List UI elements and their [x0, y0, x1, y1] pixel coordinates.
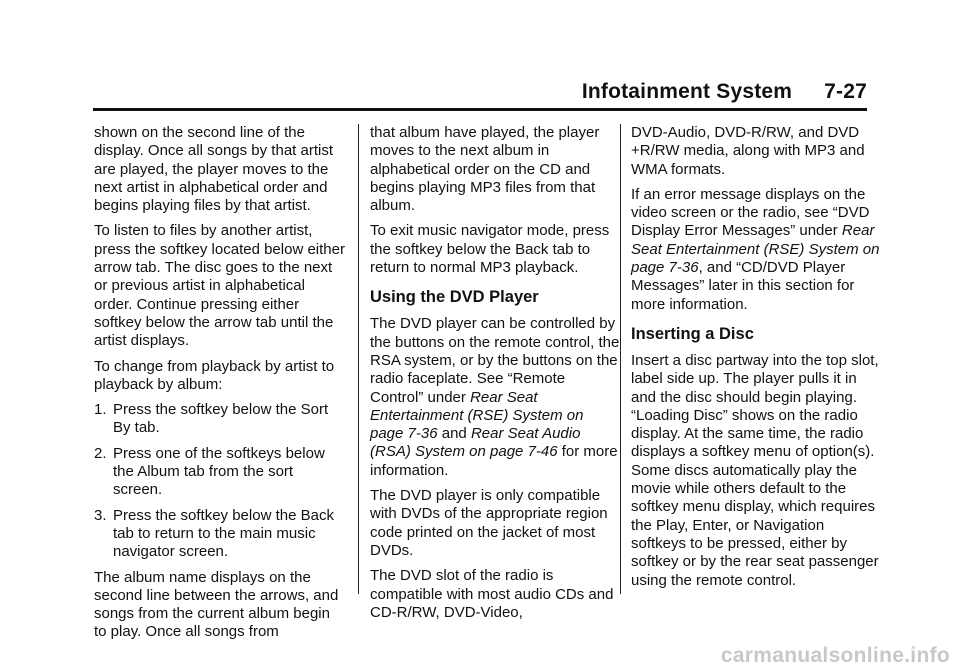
- cross-reference: Rear Seat Entertainment (RSE) System on page 7‑36: [370, 388, 584, 443]
- list-number: 2.: [94, 444, 107, 462]
- column-1: [94, 124, 346, 649]
- paragraph: To change from playback by artist to playback by album:: [94, 357, 335, 393]
- list-text: Press the softkey below the Sort By tab.: [113, 401, 329, 437]
- section-heading: Using the DVD Player: [370, 288, 539, 307]
- watermark: carmanualsonline.info: [720, 644, 950, 667]
- paragraph: The album name displays on the second line between the arrows, and songs from the current album begin to play. Once all songs from: [94, 568, 339, 641]
- paragraph: The DVD slot of the radio is compatible with most audio CDs and CD-R/RW, DVD-Video,: [370, 567, 614, 621]
- list-item: [94, 401, 346, 438]
- list-number: 1.: [94, 401, 107, 419]
- column-3: [631, 124, 881, 597]
- paragraph: DVD-Audio, DVD-R/RW, and DVD +R/RW media, along with MP3 and WMA formats.: [631, 124, 865, 178]
- section-title: Infotainment System: [581, 80, 793, 103]
- paragraph: The DVD player is only compatible with DVDs of the appropriate region code printed on the jacket of most DVDs.: [370, 487, 608, 559]
- header-rule: [93, 108, 867, 111]
- page-header: [582, 80, 867, 104]
- section-heading: Inserting a Disc: [631, 324, 754, 343]
- paragraph: shown on the second line of the display. Once all songs by that artist are played, the player moves to the next artist in alphabetical order and begins playing files by that artist.: [94, 124, 334, 215]
- paragraph: that album have played, the player moves to the next album in alphabetical order on the CD and begins playing MP3 files from that album.: [370, 124, 600, 215]
- paragraph: [631, 186, 881, 314]
- list-item: [94, 507, 346, 562]
- paragraph: To listen to files by another artist, press the softkey located below either arrow tab. The disc goes to the next or previous artist in alphabetical order. Continue pressing either softkey below the arrow tab until the artist displays.: [94, 222, 345, 350]
- text-run: and: [437, 425, 471, 443]
- text-run: , and “CD/DVD Player Messages” later in this section for more information.: [631, 259, 855, 313]
- text-run: The DVD player can be controlled by the buttons on the remote control, the RSA system, or by the buttons on the radio faceplate. See “Remote Control” under: [370, 315, 620, 406]
- cross-reference: Rear Seat Entertainment (RSE) System on page 7‑36: [631, 222, 880, 277]
- column-divider: [358, 124, 359, 594]
- text-run: If an error message displays on the video screen or the radio, see “DVD Display Error Messages” under: [631, 185, 870, 240]
- paragraph: To exit music navigator mode, press the softkey below the Back tab to return to normal MP3 playback.: [370, 222, 610, 277]
- column-2: [370, 124, 620, 629]
- list-text: Press the softkey below the Back tab to return to the main music navigator screen.: [113, 506, 334, 561]
- page-number: 7-27: [824, 80, 867, 103]
- list-item: [94, 445, 346, 500]
- list-number: 3.: [94, 506, 107, 524]
- column-divider: [620, 124, 621, 594]
- paragraph: [370, 315, 620, 480]
- list-text: Press one of the softkeys below the Album tab from the sort screen.: [113, 444, 325, 499]
- paragraph: Insert a disc partway into the top slot, label side up. The player pulls it in and the disc should begin playing. “Loading Disc” shows on the radio display. At the same time, the radio displays a softkey menu of option(s). Some discs automatically play the movie while others default to the softkey menu display, which requires the Play, Enter, or Navigation softkeys to be pressed, either by softkey or by the rear seat passenger using the remote control.: [631, 351, 879, 589]
- cross-reference: Rear Seat Audio (RSA) System on page 7‑46: [370, 425, 581, 461]
- text-run: for more information.: [370, 443, 618, 479]
